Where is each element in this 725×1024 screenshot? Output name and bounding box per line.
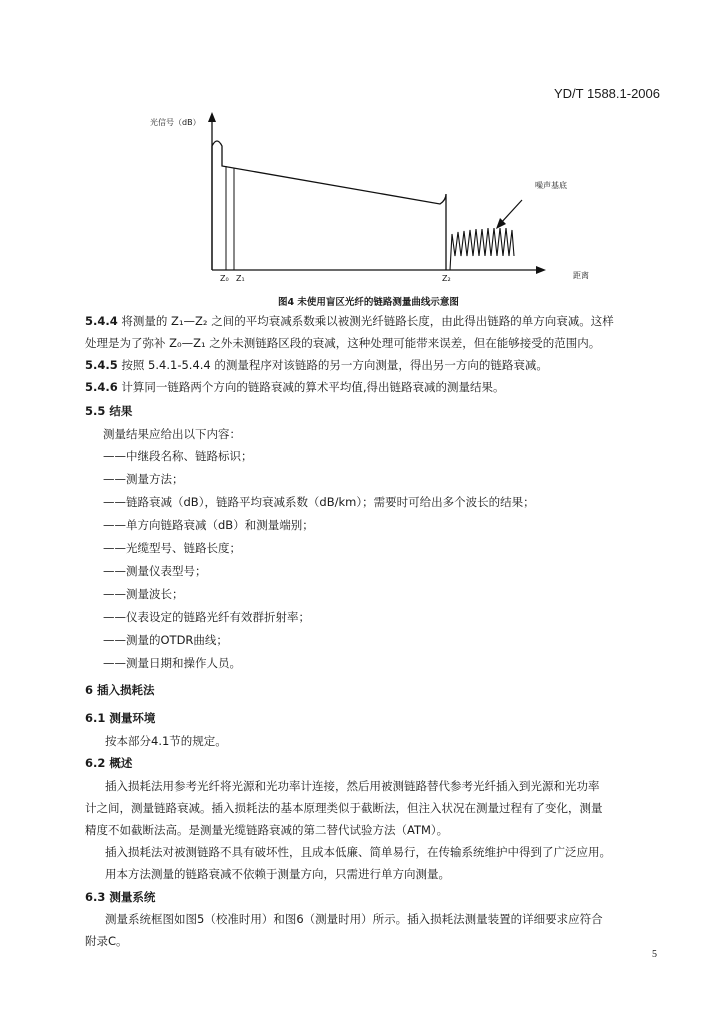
section-heading-6-3: 6.3 测量系统 <box>85 890 156 904</box>
results-item: ——光缆型号、链路长度； <box>103 541 241 555</box>
y-axis-label: 光信号（dB） <box>150 118 201 127</box>
results-item: ——测量仪表型号； <box>103 564 207 578</box>
clause-text: 按照 5.4.1-5.4.4 的测量程序对该链路的另一方向测量，得出另一方向的链路衰减。 <box>121 358 548 372</box>
system-text-line2: 附录C。 <box>85 934 128 948</box>
section-heading-6-1: 6.1 测量环境 <box>85 711 156 725</box>
document-id-header: YD/T 1588.1-2006 <box>554 86 660 101</box>
overview-para1-line1: 插入损耗法用参考光纤将光源和光功率计连接，然后用被测链路替代参考光纤插入到光源和光功率 <box>105 779 600 793</box>
clause-number: 5.4.4 <box>85 314 118 328</box>
mark-z2: Z₂ <box>442 274 451 283</box>
results-item: ——中继段名称、链路标识； <box>103 449 253 463</box>
results-item: ——测量方法； <box>103 472 184 486</box>
clause-number: 5.4.5 <box>85 358 118 372</box>
section-heading-6-2: 6.2 概述 <box>85 756 133 770</box>
results-item: ——单方向链路衰减（dB）和测量端别； <box>103 518 314 532</box>
results-item: ——测量波长； <box>103 587 184 601</box>
mark-z0: Z₀ <box>220 274 229 283</box>
clause-5-4-4-line1 <box>85 313 614 329</box>
x-axis-label: 距离 <box>573 271 589 280</box>
section-heading-6: 6 插入损耗法 <box>85 683 155 697</box>
noise-floor <box>450 228 514 270</box>
clause-5-4-5 <box>85 357 548 373</box>
clause-number: 5.4.6 <box>85 380 118 394</box>
figure-caption: 图4 未使用盲区光纤的链路测量曲线示意图 <box>278 297 459 308</box>
otdr-trace <box>212 141 446 270</box>
results-intro: 测量结果应给出以下内容： <box>103 427 241 441</box>
clause-text: 将测量的 Z₁—Z₂ 之间的平均衰减系数乘以被测光纤链路长度，由此得出链路的单方向衰减。这样 <box>121 314 614 328</box>
clause-5-4-6 <box>85 379 505 395</box>
mark-z1: Z₁ <box>236 274 245 283</box>
clause-5-4-4-line2: 处理是为了弥补 Z₀—Z₁ 之外未测链路区段的衰减，这种处理可能带来误差，但在能够接受的范围内。 <box>85 336 601 350</box>
section-6-1-text: 按本部分4.1节的规定。 <box>105 734 227 748</box>
clause-text: 计算同一链路两个方向的链路衰减的算术平均值,得出链路衰减的测量结果。 <box>121 380 505 394</box>
results-item: ——链路衰减（dB），链路平均衰减系数（dB/km）；需要时可给出多个波长的结果； <box>103 495 535 509</box>
noise-floor-label: 噪声基底 <box>535 181 567 190</box>
section-heading-5-5: 5.5 结果 <box>85 404 133 418</box>
system-text-line1: 测量系统框图如图5（校准时用）和图6（测量时用）所示。插入损耗法测量装置的详细要求应符合 <box>105 912 603 926</box>
otdr-trace-figure <box>120 110 580 280</box>
results-item: ——测量的OTDR曲线； <box>103 633 228 647</box>
x-axis-arrow <box>536 266 546 274</box>
results-item: ——测量日期和操作人员。 <box>103 656 241 670</box>
overview-para1-line3: 精度不如截断法高。是测量光缆链路衰减的第二替代试验方法（ATM）。 <box>85 823 449 837</box>
y-axis-arrow <box>208 112 216 122</box>
overview-para2: 插入损耗法对被测链路不具有破坏性，且成本低廉、简单易行，在传输系统维护中得到了广泛应用。 <box>105 845 611 859</box>
noise-pointer-arrow <box>500 200 522 224</box>
overview-para1-line2: 计之间，测量链路衰减。插入损耗法的基本原理类似于截断法，但注入状况在测量过程有了变化，测量 <box>85 801 603 815</box>
results-item: ——仪表设定的链路光纤有效群折射率； <box>103 610 310 624</box>
page-number: 5 <box>652 949 657 960</box>
overview-para3: 用本方法测量的链路衰减不依赖于测量方向，只需进行单方向测量。 <box>105 867 450 881</box>
